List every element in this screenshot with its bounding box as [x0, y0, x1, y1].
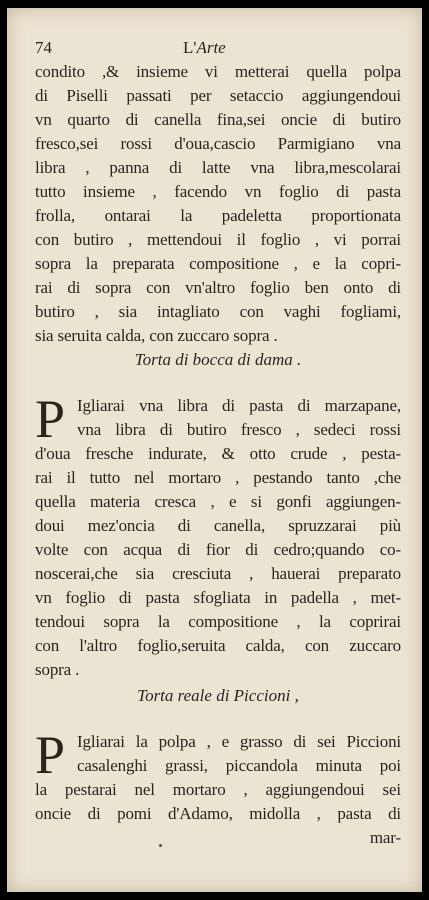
text-line: frolla, ontarai la padeletta proportionata	[35, 206, 401, 225]
paragraph-3	[35, 725, 401, 850]
page-header	[35, 38, 395, 60]
text-line: tutto insieme , facendo vn foglio di pasta	[35, 182, 401, 201]
text-line: rai il tutto nel mortaro , pestando tanto ,che	[35, 468, 401, 487]
text-line: libra , panna di latte vna libra,mescolarai	[35, 158, 401, 177]
recipe-title-bocca-di-dama: Torta di bocca di dama .	[134, 350, 302, 369]
recipe-title-torta-reale: Torta reale di Piccioni ,	[137, 686, 299, 705]
drop-cap: P	[35, 389, 66, 449]
text-line: Igliarai la polpa , e grasso di sei Piccioni	[77, 732, 401, 751]
text-line: sia seruita calda, con zuccaro sopra .	[35, 326, 278, 345]
running-head-italic: Arte	[196, 38, 226, 57]
catchword: mar-	[369, 828, 401, 847]
text-line: doui mez'oncia di canella, spruzzarai più	[35, 516, 401, 535]
text-line: con l'altro foglio,seruita calda, con zuccaro	[35, 636, 401, 655]
text-line: di Piselli passati per setaccio aggiungendoui	[35, 86, 401, 105]
text-line: condito ,& insieme vi metterai quella polpa	[35, 62, 401, 81]
text-line: d'oua fresche indurate, & otto crude , pesta-	[35, 444, 401, 463]
running-head-prefix: L'	[183, 38, 197, 57]
text-line: sopra la preparata compositione , e la copri-	[35, 254, 401, 273]
text-line: quella materia cresca , e si gonfi aggiungen-	[35, 492, 401, 511]
page-number: 74	[35, 38, 52, 57]
text-line: oncie di pomi d'Adamo, midolla , pasta di	[35, 804, 401, 823]
text-line: butiro , sia intagliato con vaghi fogliami,	[35, 302, 401, 321]
text-line: la pestarai nel mortaro , aggiungendoui sei	[35, 780, 401, 799]
ink-speck	[159, 844, 162, 847]
text-line: rai di sopra con vn'altro foglio ben onto di	[35, 278, 401, 297]
paragraph-2	[35, 389, 401, 682]
paragraph-1	[35, 60, 401, 348]
text-line: vn quarto di canella fina,sei oncie di butiro	[35, 110, 401, 129]
text-line: fresco,sei rossi d'oua,cascio Parmigiano vna	[35, 134, 401, 153]
text-line: Igliarai vna libra di pasta di marzapane,	[77, 396, 401, 415]
text-line: casalenghi grassi, piccandola minuta poi	[77, 756, 401, 775]
text-line: tendoui sopra la compositione , la coprirai	[35, 612, 401, 631]
text-line: vn foglio di pasta sfogliata in padella , met-	[35, 588, 401, 607]
text-line: vna libra di butiro fresco , sedeci rossi	[77, 420, 401, 439]
text-line: volte con acqua di fior di cedro;quando co-	[35, 540, 401, 559]
text-line: con butiro , mettendoui il foglio , vi porrai	[35, 230, 401, 249]
text-line: sopra .	[35, 660, 80, 679]
text-line: noscerai,che sia cresciuta , hauerai preparato	[35, 564, 401, 583]
drop-cap: P	[35, 725, 66, 785]
book-page	[7, 8, 422, 892]
running-head	[183, 38, 226, 58]
